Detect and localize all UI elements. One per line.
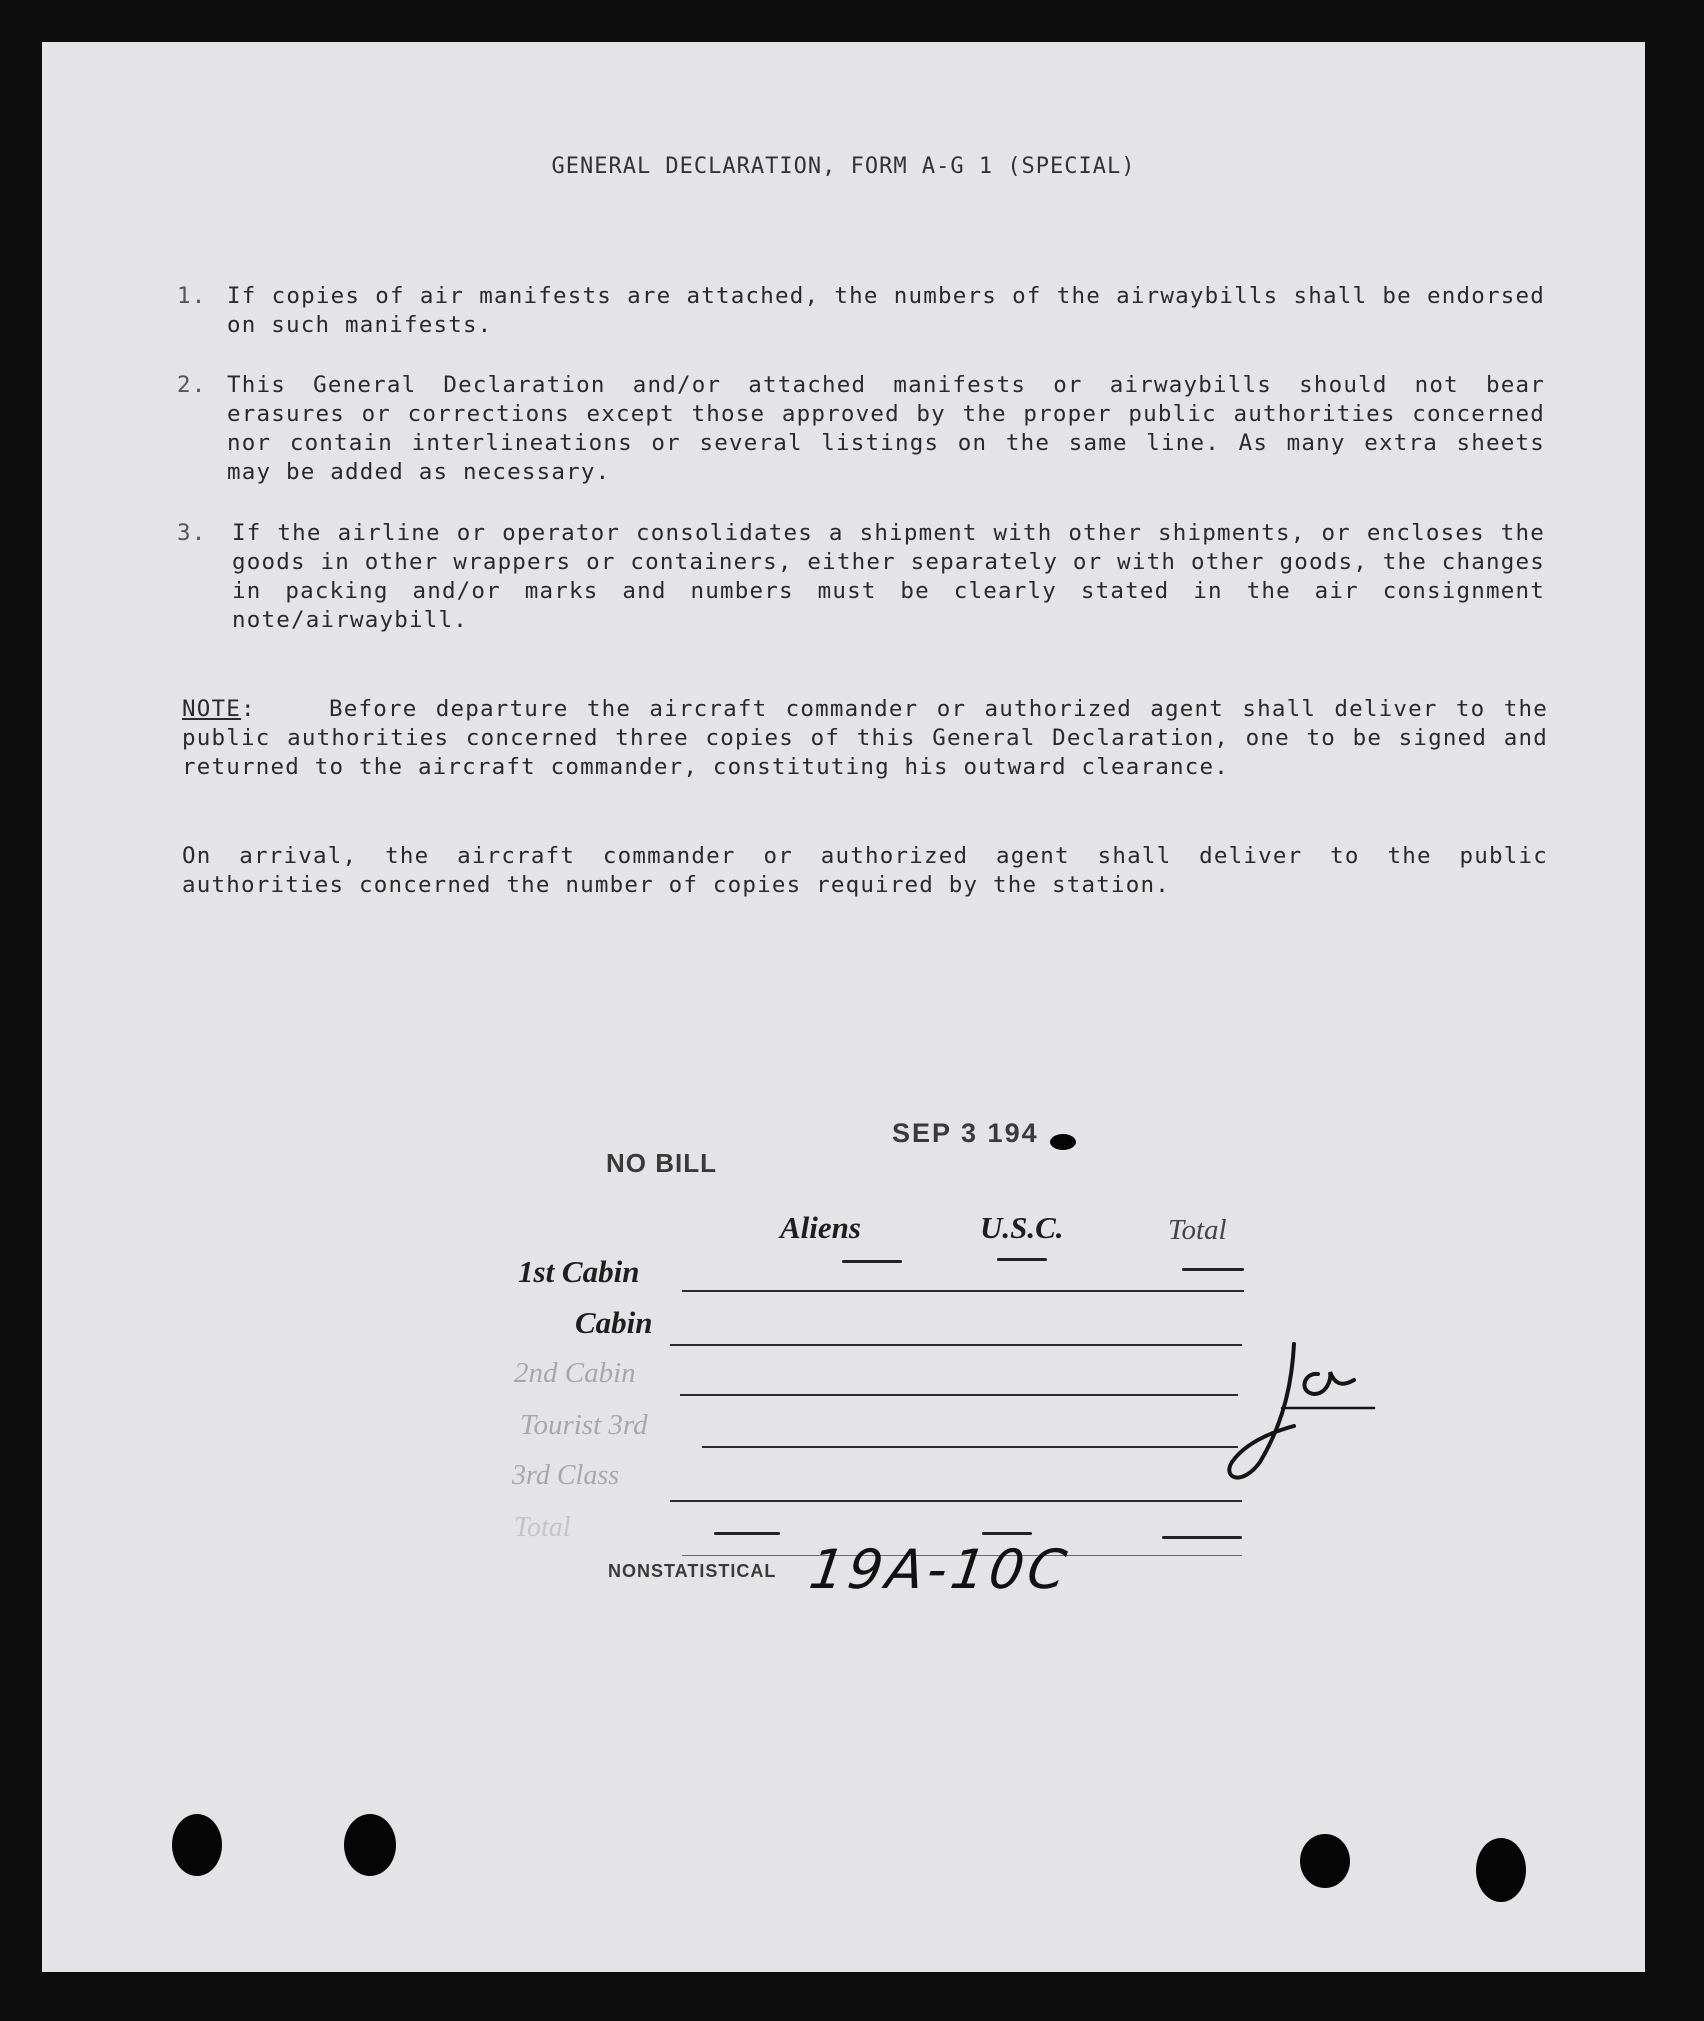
item-number: 3. — [177, 520, 207, 546]
item-text: This General Declaration and/or attached manifests or airwaybills should not bear erasures or corrections except those approved by the proper public authorities concerned nor contain interlineations or several listings on the same line. As many extra sheets may be added as necessary. — [227, 372, 1545, 485]
item-number: 2. — [177, 372, 207, 398]
punch-hole-2 — [344, 1814, 396, 1876]
nonstatistical-stamp: NONSTATISTICAL — [608, 1561, 777, 1581]
form-title: GENERAL DECLARATION, FORM A-G 1 (SPECIAL) — [551, 154, 1136, 179]
row-label-cabin: Cabin — [575, 1305, 653, 1340]
aliens-dash — [842, 1260, 902, 1263]
column-usc: U.S.C. — [980, 1210, 1064, 1245]
document-page — [42, 42, 1645, 1972]
note-colon: : — [241, 696, 256, 722]
note-text: Before departure the aircraft commander or authorized agent shall deliver to the public authorities concerned three copies of this General Declaration, one to be signed and returned to the aircraft commander, constituting his outward clearance. — [182, 696, 1548, 780]
handwritten-initials — [1222, 1302, 1452, 1492]
total-total-dash — [1162, 1536, 1242, 1539]
item-text: If copies of air manifests are attached, the numbers of the airwaybills shall be endorsed on such manifests. — [227, 283, 1545, 338]
row-line-cabin — [670, 1344, 1242, 1346]
note-label: NOTE — [182, 696, 241, 722]
row-label-total: Total — [514, 1512, 571, 1543]
total-dash — [1182, 1268, 1244, 1271]
punch-hole-1 — [172, 1814, 222, 1876]
total-usc-dash — [982, 1532, 1032, 1535]
row-line-tourist-3rd — [702, 1446, 1238, 1448]
handwritten-code: 19A-10C — [805, 1538, 1074, 1601]
arrival-paragraph: On arrival, the aircraft commander or authorized agent shall deliver to the public authorities concerned the number of copies required by the station. — [182, 843, 1548, 898]
punch-hole-4 — [1476, 1838, 1526, 1902]
row-line-1st-cabin — [682, 1290, 1244, 1292]
column-total: Total — [1168, 1214, 1227, 1246]
item-number: 1. — [177, 283, 207, 309]
punch-hole-3 — [1300, 1834, 1350, 1888]
instruction-item-2 — [177, 371, 1557, 491]
usc-dash — [997, 1258, 1047, 1261]
row-label-1st-cabin: 1st Cabin — [518, 1254, 640, 1289]
column-aliens: Aliens — [780, 1210, 861, 1245]
row-line-3rd-class — [670, 1500, 1242, 1502]
total-aliens-dash — [714, 1532, 780, 1535]
stamp-ink-blot — [1050, 1134, 1076, 1150]
row-line-2nd-cabin — [680, 1394, 1238, 1396]
row-label-2nd-cabin: 2nd Cabin — [514, 1357, 636, 1389]
instruction-item-1 — [177, 282, 1557, 342]
row-label-3rd-class: 3rd Class — [512, 1460, 620, 1491]
no-bill-stamp: NO BILL — [606, 1148, 717, 1178]
row-label-tourist-3rd: Tourist 3rd — [520, 1409, 648, 1441]
item-text: If the airline or operator consolidates a shipment with other shipments, or encloses the goods in other wrappers or containers, either separately or with other goods, the changes in packing and/or marks and numbers must be clearly stated in the air consignment note/airwaybill. — [232, 520, 1545, 633]
note-paragraph — [182, 695, 1548, 782]
date-stamp: SEP 3 194 — [892, 1118, 1039, 1148]
instruction-item-3 — [177, 519, 1557, 639]
